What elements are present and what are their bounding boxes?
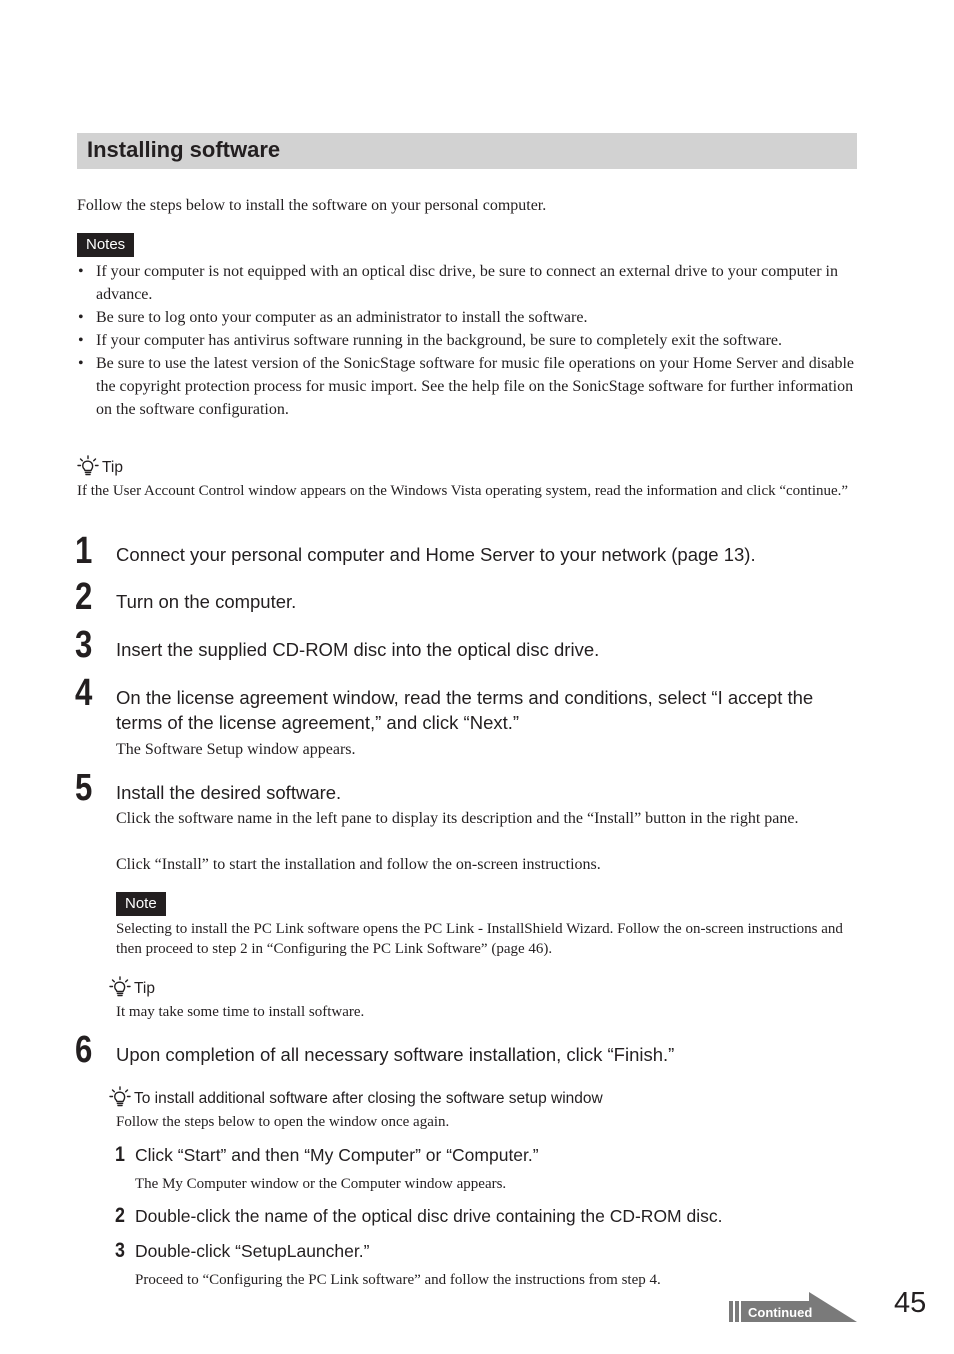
step-detail: Click the software name in the left pane to display its description and the “Install” button in the right pane. <box>116 810 799 827</box>
list-item: • If your computer is not equipped with an optical disc drive, be sure to connect an external drive to your computer in advance. <box>77 260 857 306</box>
section-title: Installing software <box>87 137 281 162</box>
list-item: • Be sure to use the latest version of the SonicStage software for music file operations on your Home Server and disable the copyright protection process for music import. See the help file on the SonicStage software for further information on the software configuration. <box>77 352 857 421</box>
substep-text: Double-click “SetupLauncher.” <box>135 1241 370 1261</box>
substep-detail: The My Computer window or the Computer window appears. <box>135 1176 507 1192</box>
step-text: Connect your personal computer and Home Server to your network (page 13). <box>116 544 756 565</box>
lightbulb-icon <box>109 1086 131 1108</box>
continued-label: Continued <box>748 1305 813 1320</box>
step-text: Install the desired software. <box>116 782 342 803</box>
tip-label: Tip <box>102 459 123 476</box>
substep-text: Double-click the name of the optical disc drive containing the CD-ROM disc. <box>135 1206 723 1226</box>
step-detail: Click “Install” to start the installation and follow the on-screen instructions. <box>116 856 601 873</box>
substep-text: Click “Start” and then “My Computer” or “Computer.” <box>135 1145 539 1165</box>
step-number: 6 <box>75 1029 93 1071</box>
lightbulb-icon <box>109 976 131 998</box>
lightbulb-icon <box>77 455 99 477</box>
step-number: 2 <box>75 576 93 618</box>
substep-number: 3 <box>115 1239 125 1262</box>
list-item: • Be sure to log onto your computer as an administrator to install the software. <box>77 306 857 329</box>
note-text: Selecting to install the PC Link software opens the PC Link - InstallShield Wizard. Follow the on-screen instructions and then proceed to step 2 in “Configuring the PC Link Software” (page 46). <box>116 921 843 957</box>
step-number: 5 <box>75 767 93 809</box>
notes-label: Notes <box>77 233 134 257</box>
tip-label: To install additional software after closing the software setup window <box>134 1090 603 1107</box>
step-text: Upon completion of all necessary software installation, click “Finish.” <box>116 1044 675 1065</box>
list-item: • If your computer has antivirus software running in the background, be sure to completely exit the software. <box>77 329 857 352</box>
step-text: On the license agreement window, read the terms and conditions, select “I accept the terms of the license agreement,” and click “Next.” <box>116 687 814 733</box>
step-text: Insert the supplied CD-ROM disc into the optical disc drive. <box>116 639 600 660</box>
step-text: Turn on the computer. <box>116 591 297 612</box>
section-header-bar <box>77 133 857 169</box>
substep-number: 1 <box>115 1143 125 1166</box>
notes-list <box>77 260 857 421</box>
tip-heading <box>109 976 155 998</box>
tip-text: Follow the steps below to open the window once again. <box>116 1114 450 1130</box>
page-number: 45 <box>894 1287 927 1319</box>
substep-detail: Proceed to “Configuring the PC Link software” and follow the instructions from step 4. <box>135 1272 661 1288</box>
tip-heading <box>77 455 123 477</box>
tip-text: If the User Account Control window appears on the Windows Vista operating system, read the information and click “continue.” <box>77 483 849 499</box>
step-number: 4 <box>75 672 93 714</box>
note-label: Note <box>116 892 166 916</box>
step-number: 3 <box>75 624 93 666</box>
substep-number: 2 <box>115 1204 125 1227</box>
tip-heading <box>109 1086 603 1108</box>
step-number: 1 <box>75 530 93 572</box>
tip-text: It may take some time to install software. <box>116 1004 365 1020</box>
tip-label: Tip <box>134 980 155 997</box>
continued-marker <box>729 1291 859 1322</box>
step-detail: The Software Setup window appears. <box>116 741 356 758</box>
intro-text: Follow the steps below to install the software on your personal computer. <box>77 197 547 214</box>
